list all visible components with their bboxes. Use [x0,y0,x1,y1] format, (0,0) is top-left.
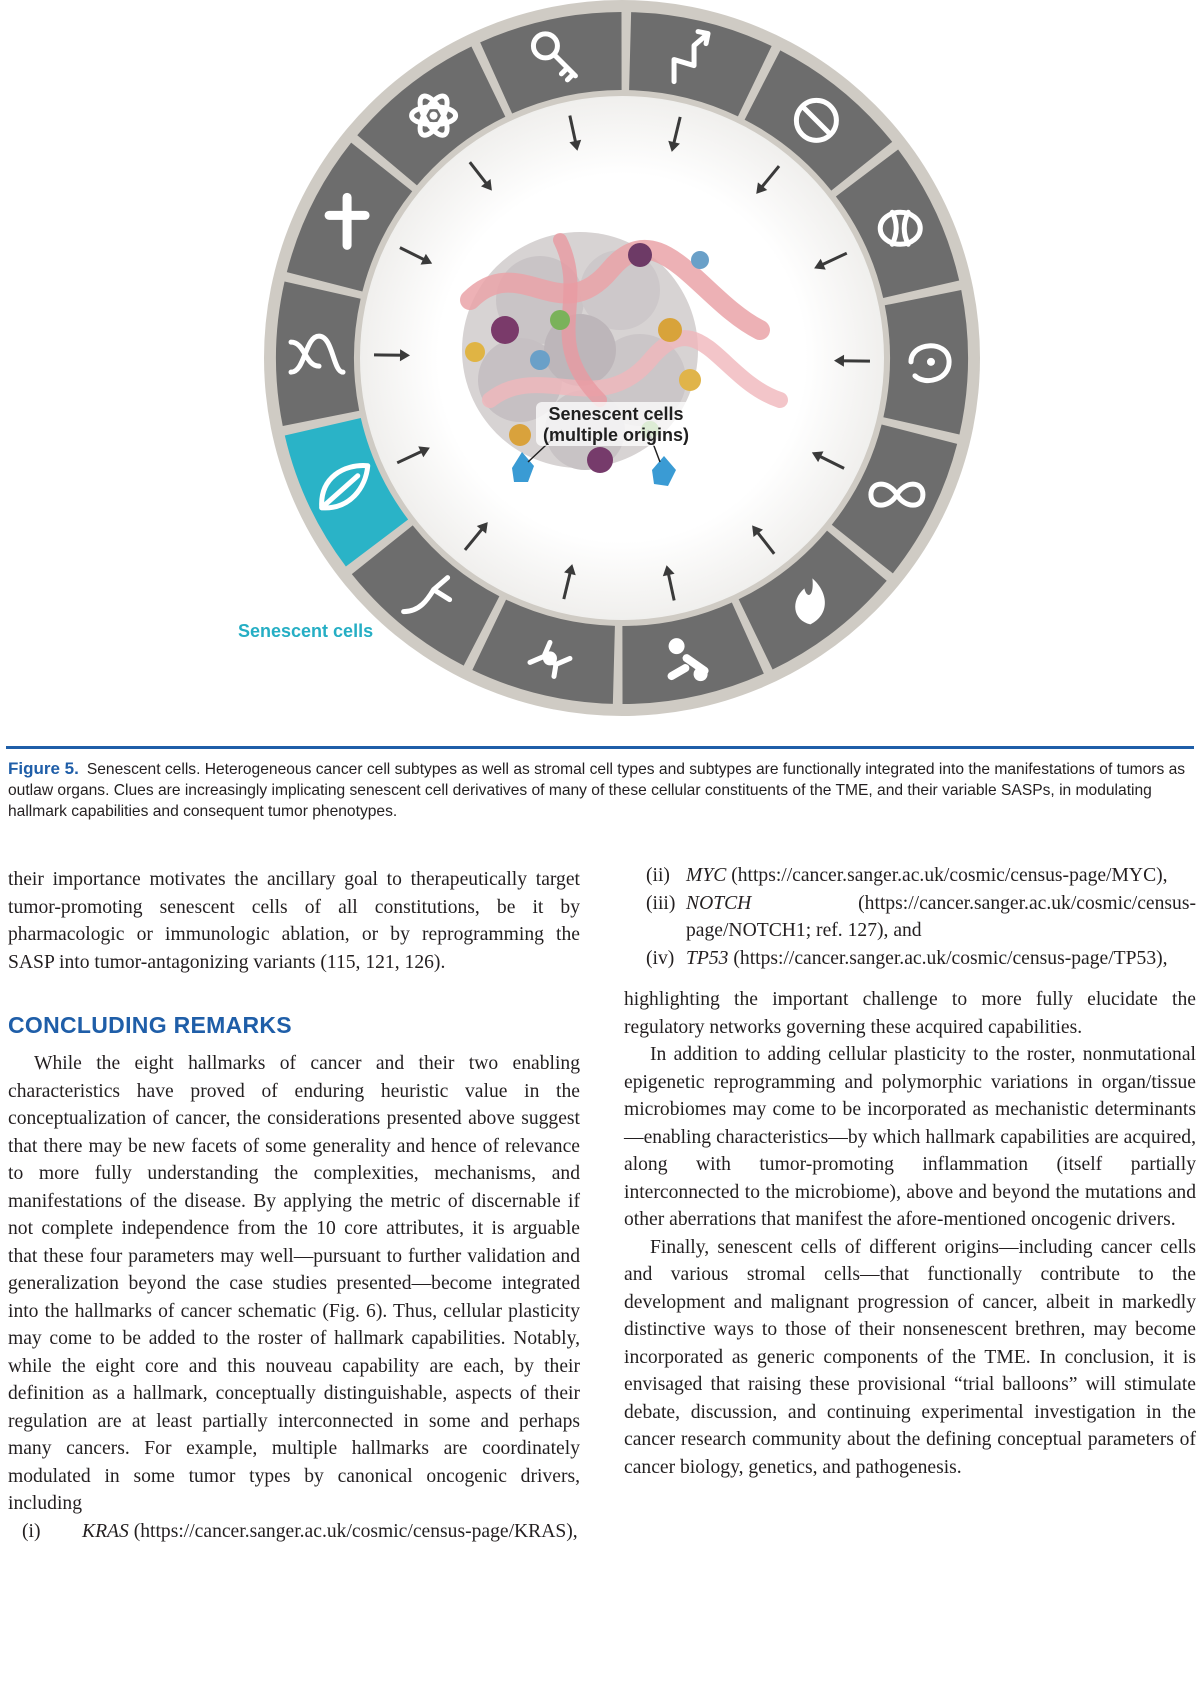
gene-name: TP53 [686,947,729,969]
center-label-line1: Senescent cells [548,404,684,424]
highlight-segment-label: Senescent cells [238,621,374,641]
left-column [8,866,580,1545]
list-item [624,862,1196,890]
figure-label: Figure 5. [8,759,79,778]
list-text: (https://cancer.sanger.ac.uk/cosmic/census-page/TP53), [728,947,1168,969]
right-column [624,862,1196,1481]
list-item [8,1518,580,1546]
right-paragraph-3: Finally, senescent cells of different origins—including cancer cells and various stromal cells—that functionally contribute to the development and malignant progression of cancer, albeit in markedly distinctive ways to those of their nonsenescent brethren, may become incorporated as generic components of the TME. In conclusion, it is envisaged that raising these provisional “trial balloons” will stimulate debate, discussion, and continuing experimental investigation in the cancer research community about the defining conceptual parameters of cancer biology, genetics, and pathogenesis. [624,1236,1196,1478]
list-number: (iii) [646,892,676,914]
gene-name: NOTCH [686,892,752,914]
gene-name: MYC [686,865,727,886]
wheel-segment [883,290,968,435]
center-label-line2: (multiple origins) [543,425,689,445]
list-text: (https://cancer.sanger.ac.uk/cosmic/census-page/MYC), [726,865,1168,886]
wheel-segment [276,282,361,427]
driver-list-right [624,862,1196,972]
figure-caption [8,758,1192,822]
list-number: (i) [22,1520,41,1542]
list-text: (https://cancer.sanger.ac.uk/cosmic/census-page/KRAS), [128,1520,578,1542]
caption-text: Senescent cells. Heterogeneous cancer cell subtypes as well as stromal cell types and subtypes are functionally integrated into the manifestations of tumors as outlaw organs. Clues are increasingly implicating senescent cell derivatives of many of these cellular constituents of the TME, and their variable SASPs, in modulating hallmark capabilities and consequent tumor phenotypes. [8,761,1186,820]
list-text: (https://cancer.sanger.ac.uk/cosmic/census-page/NOTCH1; ref. 127), and [686,892,1196,941]
gene-name: KRAS [82,1520,129,1542]
left-paragraph-2: While the eight hallmarks of cancer and their two enabling characteristics have proved of enduring heuristic value in the conceptualization of cancer, the considerations presented above suggest that there may be new facets of some generality and hence of relevance to more fully understanding the complexities, mechanisms, and manifestations of the disease. By applying the metric of discernable if not complete independence from the 10 core attributes, it is arguable that these four parameters may well—pursuant to further validation and generalization beyond the case studies presented—become integrated into the hallmarks of cancer schematic (Fig. 6). Thus, cellular plasticity may come to be added to the roster of hallmark capabilities. Notably, while the eight core and this nouveau capability are each, by their definition as a hallmark, conceptually distinguishable, aspects of their regulation are at least partially interconnected in some and perhaps many cancers. For example, multiple hallmarks are coordinately modulated in some tumor types by canonical oncogenic drivers, including [8,1053,580,1514]
driver-list-left [8,1518,580,1546]
section-heading: CONCLUDING REMARKS [8,1012,292,1038]
left-paragraph-1: their importance motivates the ancillary goal to therapeutically target tumor-promoting senescent cells of all constitutions, be it by pharmacologic or immunologic ablation, or by reprogramming the SASP into tumor-antagonizing variants (115, 121, 126). [8,869,580,973]
list-number: (iv) [646,947,675,969]
list-item [624,945,1196,973]
hallmarks-wheel [0,0,1200,735]
right-paragraph-2: In addition to adding cellular plasticity to the roster, nonmutational epigenetic reprogramming and polymorphic variations in organ/tissue microbiomes may come to be incorporated as mechanistic determinants—enabling characteristics—by which hallmark capabilities are acquired, along with tumor-promoting inflammation (itself partially interconnected to the microbiome), above and beyond the mutations and other aberrations that manifest the afore-mentioned oncogenic drivers. [624,1044,1196,1230]
hallmarks-figure [0,0,1200,735]
list-item [624,890,1196,945]
list-number: (ii) [646,865,670,886]
right-paragraph-1: highlighting the important challenge to more fully elucidate the regulatory networks governing these acquired capabilities. [624,989,1196,1038]
figure-divider [6,746,1194,749]
